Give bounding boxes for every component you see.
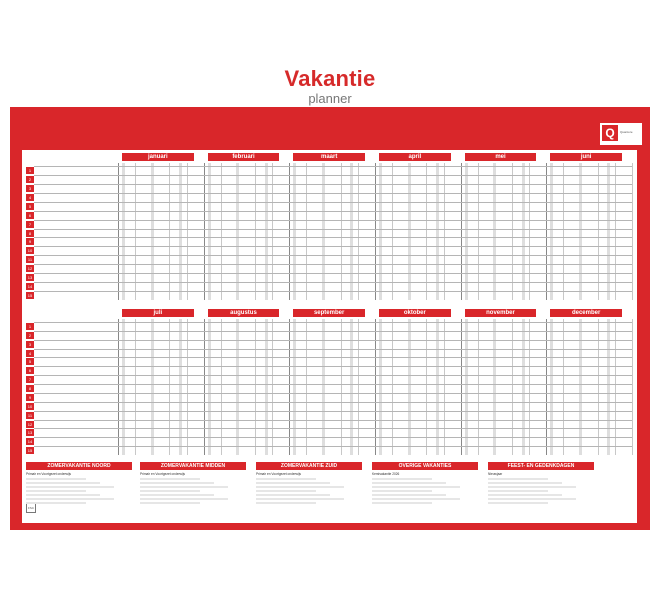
row-number: 3	[26, 341, 34, 348]
vacation-text-line	[26, 498, 114, 500]
grid-row-line	[34, 264, 632, 265]
row-number: 13	[27, 430, 33, 436]
vacation-text-line	[256, 482, 330, 484]
month-label-september: september	[293, 309, 365, 317]
vacation-heading: FEEST- EN GEDENKDAGEN	[488, 462, 594, 470]
day-column-line	[632, 319, 633, 455]
vacation-text-line	[372, 478, 432, 480]
row-number: 15	[27, 448, 33, 454]
month-label-april: april	[379, 153, 451, 161]
grid-row-line	[34, 340, 632, 341]
month-label-juli: juli	[122, 309, 194, 317]
row-number: 4	[26, 194, 34, 201]
vacation-text-line	[256, 494, 330, 496]
row-number: 13	[27, 275, 33, 281]
vacation-text-line	[372, 490, 432, 492]
row-number: 5	[26, 203, 34, 210]
vacation-heading: ZOMERVAKANTIE MIDDEN	[140, 462, 246, 470]
row-number: 15	[27, 293, 33, 299]
vacation-text-line	[488, 494, 562, 496]
row-number: 4	[26, 350, 34, 357]
vacation-text-line	[26, 486, 114, 488]
grid-row-line	[34, 331, 632, 332]
grid-row-line	[34, 366, 632, 367]
vacation-box	[26, 462, 132, 504]
month-label-maart: maart	[293, 153, 365, 161]
month-label-november: november	[465, 309, 537, 317]
vacation-text-line	[256, 498, 344, 500]
grid-row-line	[34, 349, 632, 350]
vacation-text-line	[140, 502, 200, 504]
grid-row-line	[34, 322, 632, 323]
vacation-text-line	[372, 482, 446, 484]
vacation-heading: OVERIGE VAKANTIES	[372, 462, 478, 470]
grid-row-line	[34, 420, 632, 421]
grid-row-line	[34, 255, 632, 256]
vacation-text-line	[26, 494, 100, 496]
grid-row-line	[34, 229, 632, 230]
vacation-text-line	[488, 490, 548, 492]
grid-row-line	[34, 393, 632, 394]
grid-row-line	[34, 246, 632, 247]
row-number: 2	[26, 176, 34, 183]
grid-row-line	[34, 446, 632, 447]
vacation-text-line	[256, 486, 344, 488]
row-number: 7	[26, 221, 34, 228]
row-number: 12	[27, 266, 33, 272]
vacation-text-line	[488, 478, 548, 480]
vacation-box	[372, 462, 478, 504]
row-number: 14	[27, 439, 33, 445]
vacation-text-line	[140, 478, 200, 480]
page-subtitle: planner	[308, 91, 352, 106]
grid-row-line	[34, 220, 632, 221]
grid-row-line	[34, 175, 632, 176]
vacation-text-line	[26, 502, 86, 504]
vacation-text-line	[488, 486, 576, 488]
vacation-text-line	[256, 478, 316, 480]
logo-text: Quantore	[620, 130, 633, 134]
grid-row-line	[34, 166, 632, 167]
vacation-box	[256, 462, 362, 504]
brand-logo	[600, 123, 642, 145]
row-number: 11	[27, 257, 33, 263]
vacation-text-line	[26, 490, 86, 492]
row-number: 8	[26, 385, 34, 392]
vacation-text-line	[372, 498, 460, 500]
footer-info	[26, 503, 132, 513]
grid-row-line	[34, 384, 632, 385]
grid-row-line	[34, 402, 632, 403]
vacation-text-line	[140, 482, 214, 484]
row-number: 1	[26, 167, 34, 174]
row-number: 2	[26, 332, 34, 339]
vacation-subtitle: Nieuwjaar	[488, 472, 503, 476]
vacation-text-line	[26, 482, 100, 484]
row-number: 10	[27, 403, 33, 409]
grid-row-line	[34, 273, 632, 274]
day-column-line	[632, 163, 633, 300]
row-number: 9	[26, 394, 34, 401]
vacation-subtitle: Kerstvakantie 2026	[372, 472, 400, 476]
grid-row-line	[34, 411, 632, 412]
month-label-december: december	[550, 309, 622, 317]
vacation-text-line	[140, 486, 228, 488]
row-number: 9	[26, 238, 34, 245]
row-number: 1	[26, 323, 34, 330]
vacation-subtitle: Primair en Voortgezet onderwijs	[26, 472, 71, 476]
month-label-januari: januari	[122, 153, 194, 161]
page-title: Vakantie	[284, 66, 376, 91]
vacation-text-line	[372, 486, 460, 488]
vacation-text-line	[256, 490, 316, 492]
month-label-oktober: oktober	[379, 309, 451, 317]
row-number: 12	[27, 421, 33, 427]
month-label-juni: juni	[550, 153, 622, 161]
vacation-box	[488, 462, 594, 504]
row-number: 6	[26, 212, 34, 219]
vacation-text-line	[488, 502, 548, 504]
grid-row-line	[34, 357, 632, 358]
grid-row-line	[34, 375, 632, 376]
vacation-text-line	[140, 498, 228, 500]
vacation-text-line	[256, 502, 316, 504]
row-number: 5	[26, 358, 34, 365]
vacation-subtitle: Primair en Voortgezet onderwijs	[256, 472, 301, 476]
grid-row-line	[34, 193, 632, 194]
vacation-text-line	[372, 494, 446, 496]
row-number: 8	[26, 230, 34, 237]
vacation-heading: ZOMERVAKANTIE ZUID	[256, 462, 362, 470]
month-label-februari: februari	[208, 153, 280, 161]
vacation-heading: ZOMERVAKANTIE NOORD	[26, 462, 132, 470]
month-label-mei: mei	[465, 153, 537, 161]
month-label-augustus: augustus	[208, 309, 280, 317]
row-number: 14	[27, 284, 33, 290]
vacation-text-line	[140, 490, 200, 492]
grid-row-line	[34, 291, 632, 292]
grid-row-line	[34, 282, 632, 283]
fsc-logo-icon: FSC	[26, 503, 36, 513]
row-number: 7	[26, 376, 34, 383]
row-number: 11	[27, 412, 33, 418]
vacation-text-line	[372, 502, 432, 504]
vacation-text-line	[140, 494, 214, 496]
vacation-text-line	[488, 498, 576, 500]
row-number: 10	[27, 248, 33, 254]
vacation-text-line	[26, 478, 86, 480]
row-number: 3	[26, 185, 34, 192]
logo-q-icon: Q	[602, 125, 618, 141]
grid-row-line	[34, 184, 632, 185]
row-number: 6	[26, 367, 34, 374]
grid-row-line	[34, 428, 632, 429]
vacation-text-line	[488, 482, 562, 484]
grid-row-line	[34, 202, 632, 203]
grid-row-line	[34, 437, 632, 438]
grid-row-line	[34, 211, 632, 212]
vacation-box	[140, 462, 246, 504]
grid-row-line	[34, 237, 632, 238]
vacation-subtitle: Primair en Voortgezet onderwijs	[140, 472, 185, 476]
